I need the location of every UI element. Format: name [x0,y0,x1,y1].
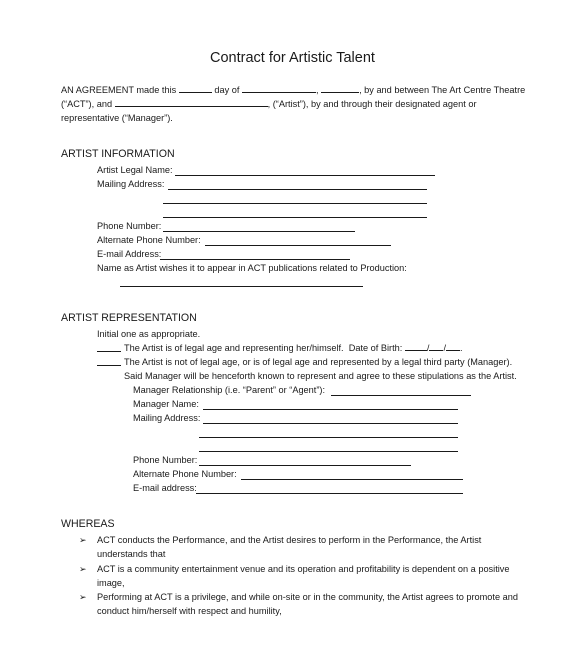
agreement-text-comma: , [315,85,319,95]
artist-mailing-address-field-3[interactable] [163,217,427,218]
publication-name-label: Name as Artist wishes it to appear in ACT publications related to Production: [97,263,407,273]
initial-field-self[interactable] [97,351,121,352]
agreement-text: AN AGREEMENT made this [61,85,177,95]
artist-email-field[interactable] [160,259,350,260]
manager-phone-label: Phone Number: [133,455,198,465]
dob-month-field[interactable] [405,342,427,351]
agreement-text-artist: , (“Artist”), by and through their designated agent or [267,99,477,109]
manager-mailing-address-field-1[interactable] [203,423,458,424]
artist-name-field[interactable] [115,98,268,107]
option-self-representing [124,342,463,354]
manager-phone-field[interactable] [199,465,411,466]
whereas-item-2-line-2: image, [97,578,125,588]
artist-alt-phone-field[interactable] [205,245,391,246]
dob-separator-2: / [443,343,447,353]
option-manager-represented: The Artist is not of legal age, or is of legal age and represented by a legal third party (Manager). [124,357,513,367]
agreement-line-3: representative (“Manager”). [61,113,173,123]
artist-legal-name-field[interactable] [175,175,435,176]
manager-relationship-field[interactable] [331,395,471,396]
whereas-item-3-line-2: conduct him/herself with respect and humility, [97,606,282,616]
manager-relationship-label: Manager Relationship (i.e. “Parent” or “Agent”): [133,385,325,395]
arrow-bullet-icon: ➢ [79,592,87,602]
manager-name-label: Manager Name: [133,399,199,409]
month-field[interactable] [242,84,316,93]
day-field[interactable] [179,84,212,93]
initial-instruction: Initial one as appropriate. [97,329,201,339]
arrow-bullet-icon: ➢ [79,564,87,574]
artist-mailing-address-field-2[interactable] [163,203,427,204]
agreement-line-2 [61,98,477,110]
artist-mailing-address-field-1[interactable] [168,189,427,190]
manager-name-field[interactable] [203,409,458,410]
whereas-item-1-line-1: ACT conducts the Performance, and the Artist desires to perform in the Performance, the Artist [97,535,482,545]
manager-alt-phone-field[interactable] [241,479,463,480]
page-title: Contract for Artistic Talent [210,50,375,66]
manager-email-field[interactable] [196,493,463,494]
year-field[interactable] [321,84,359,93]
manager-note: Said Manager will be henceforth known to represent and agree to these stipulations as the Artist. [124,371,517,381]
artist-legal-name-label: Artist Legal Name: [97,165,173,175]
publication-name-field[interactable] [120,286,363,287]
dob-period: . [460,343,463,353]
initial-field-manager[interactable] [97,365,121,366]
manager-mailing-address-field-3[interactable] [199,451,458,452]
manager-email-label: E-mail address: [133,483,197,493]
artist-representation-heading: ARTIST REPRESENTATION [61,312,197,324]
manager-alt-phone-label: Alternate Phone Number: [133,469,237,479]
agreement-line-1 [61,84,525,96]
agreement-text-day-of: day of [214,85,240,95]
artist-phone-label: Phone Number: [97,221,162,231]
option-self-text: The Artist is of legal age and representing her/himself. Date of Birth: [124,343,403,353]
agreement-text-act: (“ACT”), and [61,99,113,109]
dob-year-field[interactable] [446,342,460,351]
whereas-item-2-line-1: ACT is a community entertainment venue and its operation and profitability is dependent on a positive [97,564,510,574]
agreement-text-parties: , by and between The Art Centre Theatre [359,85,526,95]
dob-separator-1: / [426,343,430,353]
manager-mailing-address-field-2[interactable] [199,437,458,438]
whereas-item-3-line-1: Performing at ACT is a privilege, and while on-site or in the community, the Artist agrees to promote and [97,592,518,602]
artist-information-heading: ARTIST INFORMATION [61,148,175,160]
artist-phone-field[interactable] [163,231,355,232]
dob-day-field[interactable] [426,342,443,353]
arrow-bullet-icon: ➢ [79,535,87,545]
manager-mailing-address-label: Mailing Address: [133,413,201,423]
whereas-heading: WHEREAS [61,518,115,530]
whereas-item-1-line-2: understands that [97,549,166,559]
artist-mailing-address-label: Mailing Address: [97,179,165,189]
artist-alt-phone-label: Alternate Phone Number: [97,235,201,245]
artist-email-label: E-mail Address: [97,249,162,259]
